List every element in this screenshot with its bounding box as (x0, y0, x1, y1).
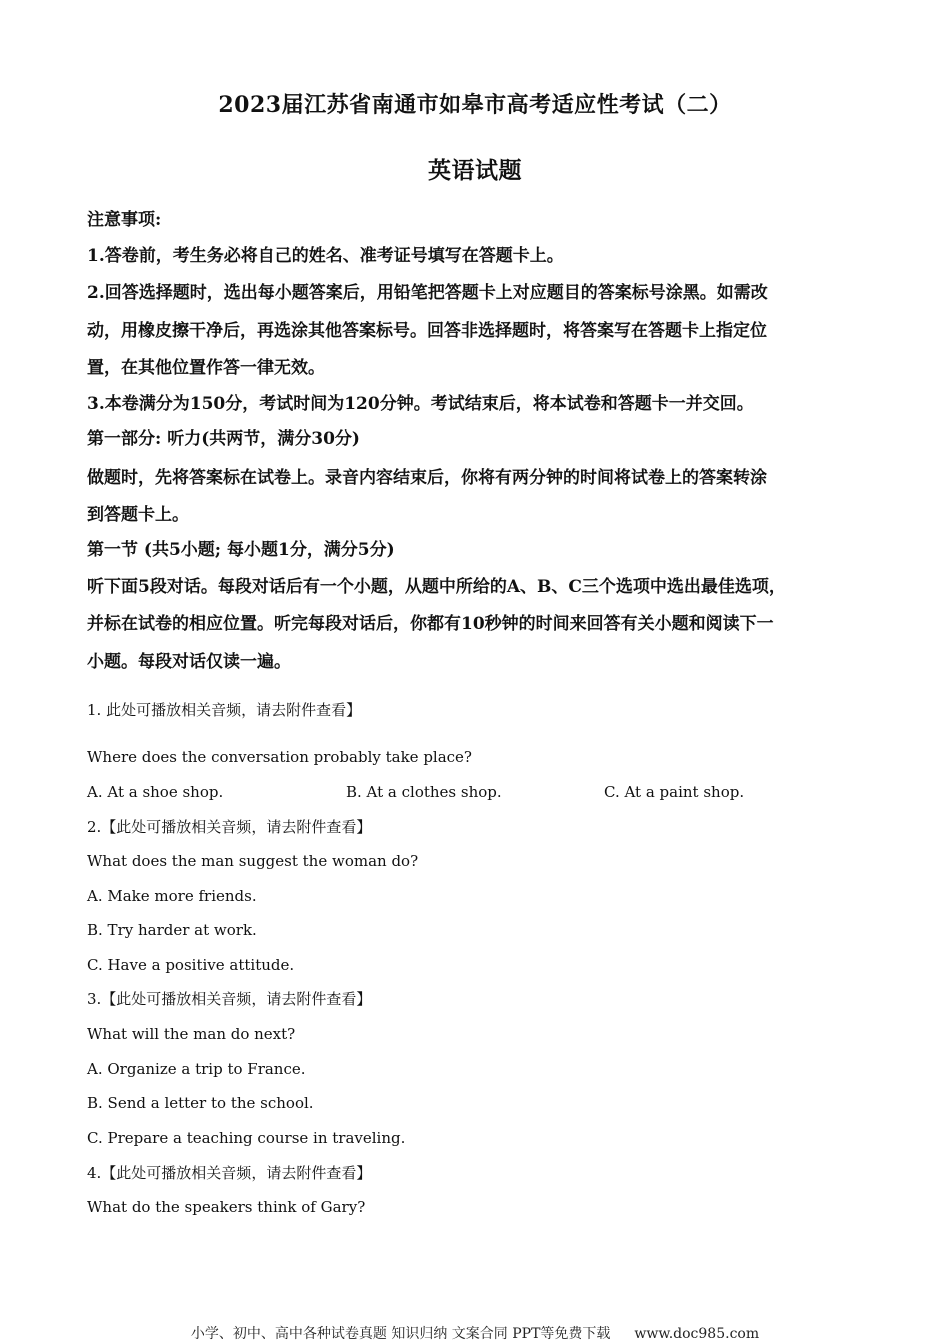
section1-heading: 第一节 (共5小题; 每小题1分，满分5分) (87, 540, 395, 560)
question-3-audio-link[interactable]: 3.【此处可播放相关音频，请去附件查看】 (87, 990, 372, 1008)
section1-instruction-line-2: 并标在试卷的相应位置。听完每段对话后，你都有10秒钟的时间来回答有关小题和阅读下一 (87, 614, 774, 634)
question-3-stem: What will the man do next? (87, 1025, 296, 1043)
exam-subtitle: 英语试题 (428, 157, 522, 184)
question-2-option-c: C. Have a positive attitude. (87, 956, 295, 974)
question-3-option-a: A. Organize a trip to France. (87, 1060, 306, 1078)
section1-instruction-line-1: 听下面5段对话。每段对话后有一个小题，从题中所给的A、B、C三个选项中选出最佳选项， (87, 577, 786, 597)
footer-url[interactable]: www.doc985.com (634, 1326, 760, 1342)
notice-item-2-line-3: 置，在其他位置作答一律无效。 (87, 358, 325, 378)
question-1-option-b: B. At a clothes shop. (346, 783, 502, 801)
question-4-stem: What do the speakers think of Gary? (87, 1198, 366, 1216)
page-footer (0, 1324, 950, 1344)
exam-title: 2023届江苏省南通市如皋市高考适应性考试（二） (218, 92, 732, 118)
notice-item-3: 3.本卷满分为150分，考试时间为120分钟。考试结束后，将本试卷和答题卡一并交回。 (87, 394, 754, 414)
question-2-option-b: B. Try harder at work. (87, 921, 257, 939)
question-2-option-a: A. Make more friends. (87, 887, 257, 905)
question-2-audio-link[interactable]: 2.【此处可播放相关音频，请去附件查看】 (87, 818, 372, 836)
question-1-audio-link[interactable]: 1. 此处可播放相关音频，请去附件查看】 (87, 701, 362, 719)
question-1-option-c: C. At a paint shop. (604, 783, 745, 801)
section1-instruction-line-3: 小题。每段对话仅读一遍。 (87, 652, 291, 672)
question-3-option-c: C. Prepare a teaching course in traveling. (87, 1129, 406, 1147)
footer-text: 小学、初中、高中各种试卷真题 知识归纳 文案合同 PPT等免费下载 (190, 1326, 611, 1342)
notice-item-2-line-2: 动，用橡皮擦干净后，再选涂其他答案标号。回答非选择题时，将答案写在答题卡上指定位 (87, 321, 767, 341)
notice-item-1: 1.答卷前，考生务必将自己的姓名、准考证号填写在答题卡上。 (87, 246, 564, 266)
question-2-stem: What does the man suggest the woman do? (87, 852, 419, 870)
question-1-stem: Where does the conversation probably take place? (87, 748, 472, 766)
part1-instruction-line-2: 到答题卡上。 (87, 505, 189, 525)
notice-heading: 注意事项: (87, 210, 162, 230)
question-4-audio-link[interactable]: 4.【此处可播放相关音频，请去附件查看】 (87, 1164, 372, 1182)
part1-instruction-line-1: 做题时，先将答案标在试卷上。录音内容结束后，你将有两分钟的时间将试卷上的答案转涂 (87, 468, 767, 488)
part1-heading: 第一部分: 听力(共两节，满分30分) (87, 429, 360, 449)
question-1-option-a: A. At a shoe shop. (87, 783, 224, 801)
question-3-option-b: B. Send a letter to the school. (87, 1094, 314, 1112)
notice-item-2-line-1: 2.回答选择题时，选出每小题答案后，用铅笔把答题卡上对应题目的答案标号涂黑。如需改 (87, 283, 768, 303)
